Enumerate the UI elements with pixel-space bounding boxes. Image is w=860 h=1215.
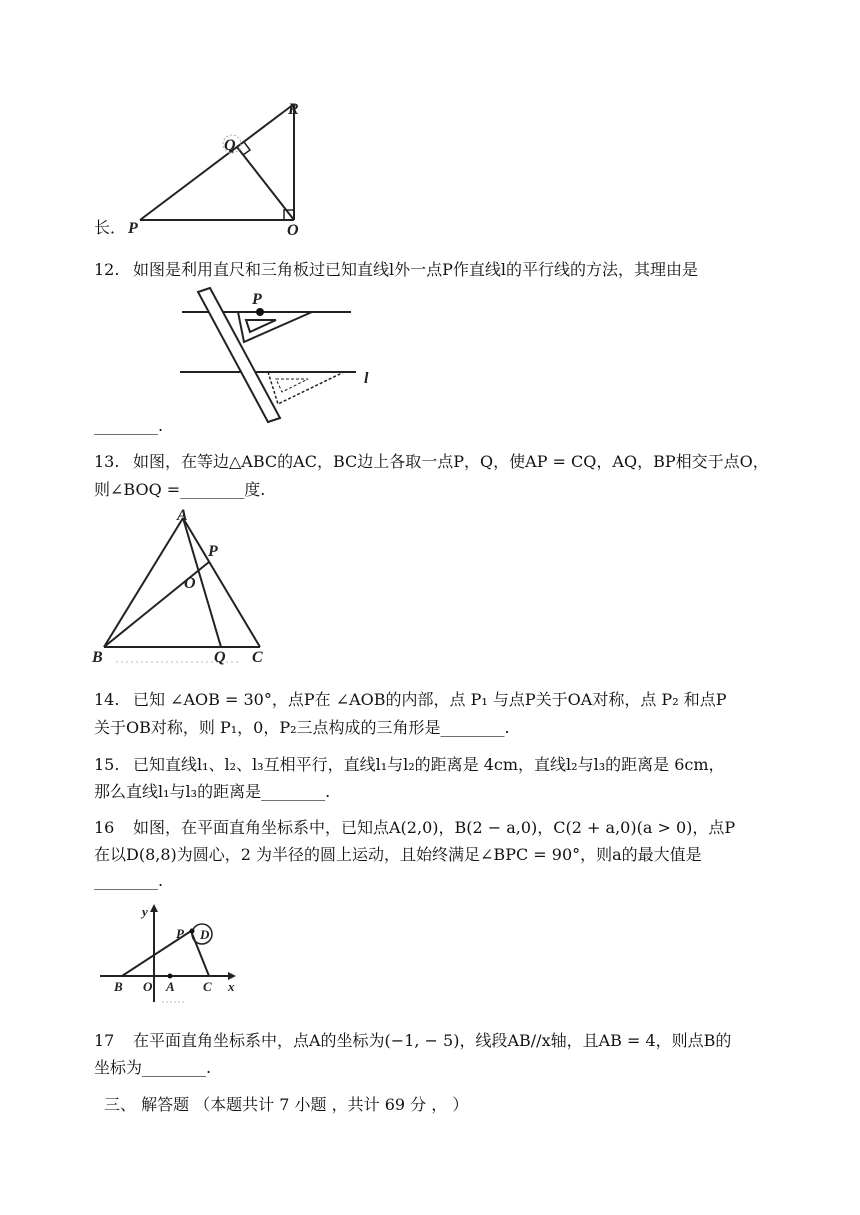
q15-line1: 已知直线l₁、l₂、l₃互相平行，直线l₁与l₂的距离是 4cm，直线l₂与l₃的距离是 6cm，: [133, 755, 725, 774]
q16-figure: [96, 898, 246, 1008]
q12-label-l: l: [364, 370, 369, 387]
q14-line1: 已知 ∠AOB = 30°，点P在 ∠AOB的内部，点 P₁ 与点P关于OA对称，点 P₂ 和点P: [133, 690, 727, 709]
q11-label-q: Q: [224, 137, 236, 154]
q12-number: 12.: [94, 260, 120, 279]
q16-label-d: D: [200, 927, 210, 942]
q16-number: 16: [94, 818, 115, 837]
q15-line2: 那么直线l₁与l₃的距离是________.: [94, 782, 331, 801]
q13-label-o: O: [184, 575, 196, 592]
q16-blank: ________.: [94, 871, 164, 890]
q11-label-r: R: [288, 101, 299, 118]
q17-line1: 在平面直角坐标系中，点A的坐标为(−1, − 5)，线段AB//x轴，且AB = 4，则点B的: [133, 1031, 732, 1050]
q13-figure: [88, 504, 278, 669]
q16-line1: 如图，在平面直角坐标系中，已知点A(2,0)，B(2 − a,0)，C(2 + a,0)(a > 0)，点P: [133, 818, 736, 837]
q13-number: 13.: [94, 452, 120, 471]
q13-line1: 如图，在等边△ABC的AC，BC边上各取一点P，Q，使AP = CQ，AQ，BP相交于点O，: [133, 452, 769, 471]
q12-text: 如图是利用直尺和三角板过已知直线l外一点P作直线l的平行线的方法，其理由是: [133, 260, 699, 279]
q12-blank: ________.: [94, 416, 164, 435]
q16-label-x: x: [228, 979, 235, 994]
q16-label-o: O: [143, 979, 153, 994]
q16-label-c: C: [203, 979, 212, 994]
section-3-title: 三、 解答题 （本题共计 7 小题 ，共计 69 分 ， ）: [104, 1095, 469, 1114]
q11-label-p: P: [128, 220, 138, 237]
q13-line2: 则∠BOQ =________度.: [94, 480, 266, 499]
q16-label-a: A: [166, 979, 175, 994]
q16-label-p: P: [176, 926, 184, 941]
q13-label-c: C: [252, 649, 263, 666]
q12-label-p: P: [252, 291, 262, 308]
q13-label-a: A: [177, 507, 188, 524]
q13-label-b: B: [92, 649, 103, 666]
q17-number: 17: [94, 1031, 115, 1050]
q16-line2: 在以D(8,8)为圆心，2 为半径的圆上运动，且始终满足∠BPC = 90°，则a的最大值是: [94, 845, 702, 864]
q11-label-o: O: [287, 222, 299, 239]
q16-label-y: y: [142, 904, 148, 919]
q11-figure: [120, 96, 320, 241]
q14-number: 14.: [94, 690, 120, 709]
q13-label-q: Q: [214, 649, 226, 666]
q12-figure: [176, 284, 376, 426]
q11-tail-text: 长．: [94, 218, 127, 237]
q13-label-p: P: [208, 543, 218, 560]
q17-line2: 坐标为________.: [94, 1058, 212, 1077]
q14-line2: 关于OB对称，则 P₁，0，P₂三点构成的三角形是________.: [94, 718, 510, 737]
q16-label-b: B: [114, 979, 123, 994]
q15-number: 15.: [94, 755, 120, 774]
